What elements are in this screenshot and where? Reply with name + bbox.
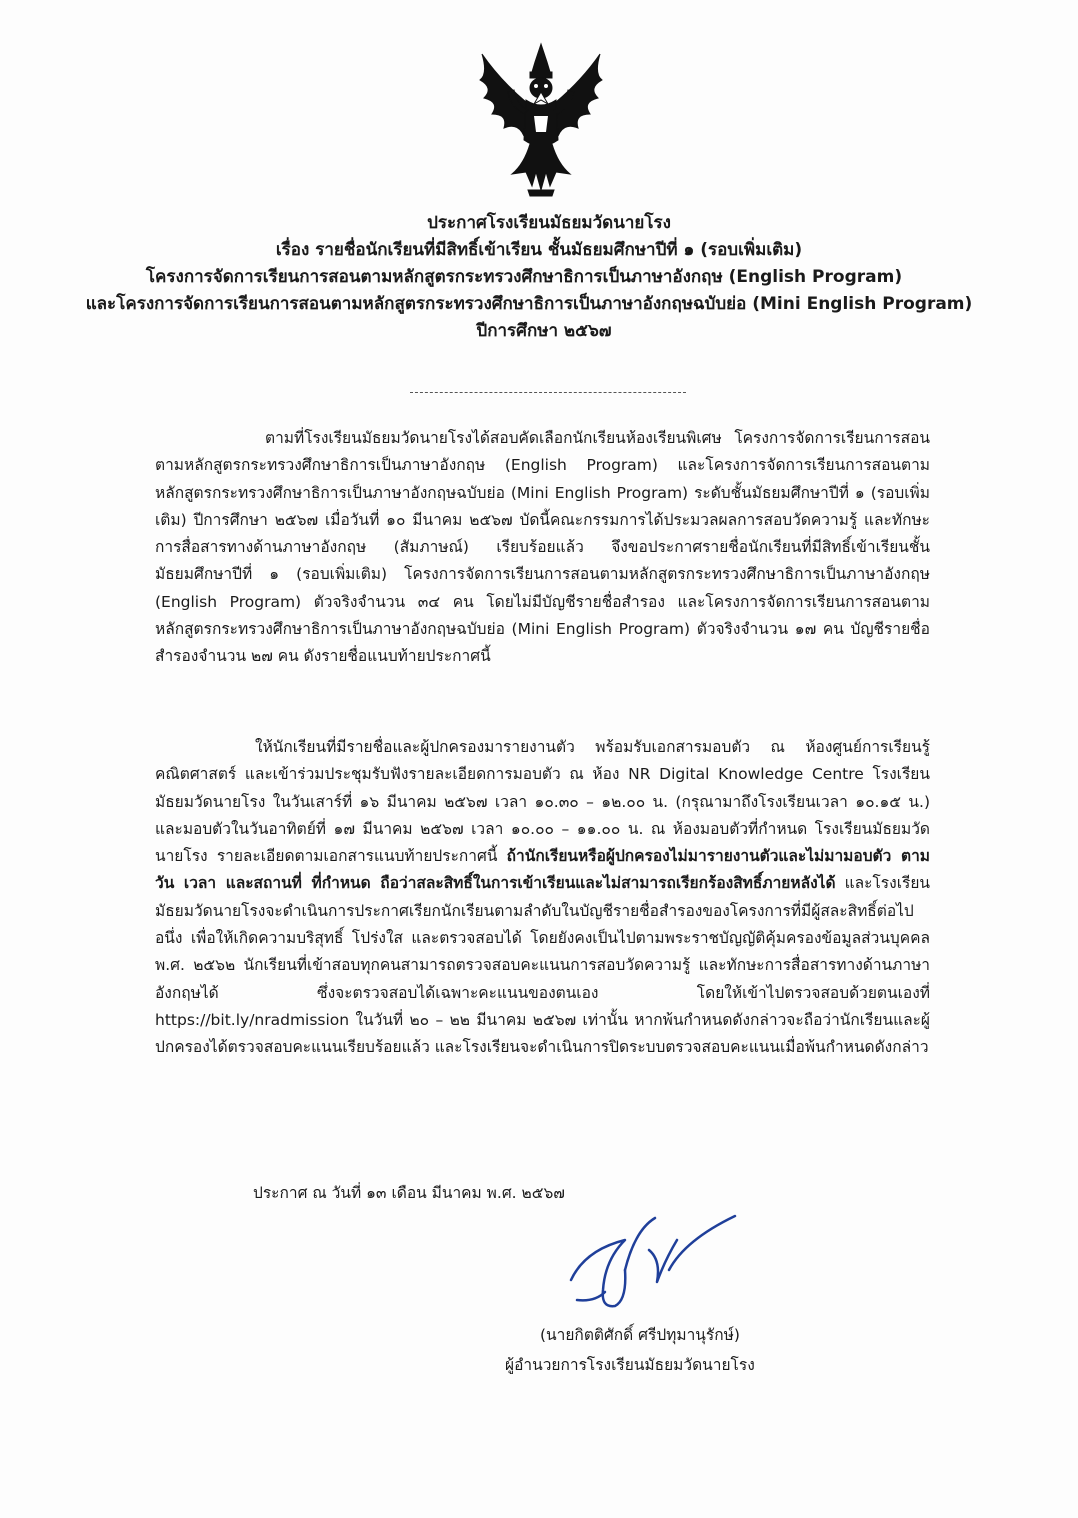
program-line-mep: และโครงการจัดการเรียนการสอนตามหลักสูตรกระทรวงศึกษาธิการเป็นภาษาอังกฤษฉบับย่อ (Mini English Program) bbox=[85, 294, 973, 314]
signature bbox=[565, 1210, 745, 1315]
title-line: ประกาศโรงเรียนมัธยมวัดนายโรง bbox=[427, 213, 671, 233]
announcement-date: ประกาศ ณ วันที่ ๑๓ เดือน มีนาคม พ.ศ. ๒๕๖๗ bbox=[253, 1184, 565, 1202]
subject-line: เรื่อง รายชื่อนักเรียนที่มีสิทธิ์เข้าเรียน ชั้นมัธยมศึกษาปีที่ ๑ (รอบเพิ่มเติม) bbox=[275, 240, 803, 260]
paragraph-2 bbox=[155, 734, 930, 1062]
announcement-title bbox=[80, 210, 998, 345]
program-line-ep: โครงการจัดการเรียนการสอนตามหลักสูตรกระทรวงศึกษาธิการเป็นภาษาอังกฤษ (English Program) bbox=[145, 267, 903, 287]
academic-year-line: ปีการศึกษา ๒๕๖๗ bbox=[476, 321, 612, 341]
paragraph-2-warning: ถ้านักเรียนหรือผู้ปกครองไม่มารายงานตัวและไม่มามอบตัว ตามวัน เวลา และสถานที่ ที่กำหนด ถือว่าสละสิทธิ์ในการเข้าเรียนและไม่สามารถเรียกร้องสิทธิ์ภายหลังได้ bbox=[155, 847, 930, 893]
signer-name: (นายกิตติศักดิ์ ศรีปทุมานุรักษ์) bbox=[540, 1326, 740, 1344]
paragraph-1-text: ตามที่โรงเรียนมัธยมวัดนายโรงได้สอบคัดเลือกนักเรียนห้องเรียนพิเศษ โครงการจัดการเรียนการสอนตามหลักสูตรกระทรวงศึกษาธิการเป็นภาษาอังกฤษ (English Program) และโครงการจัดการเรียนการสอนตามหลักสูตรกระทรวงศึกษาธิการเป็นภาษาอังกฤษฉบับย่อ (Mini English Program) ระดับชั้นมัธยมศึกษาปีที่ ๑ (รอบเพิ่มเติม) ปีการศึกษา ๒๕๖๗ เมื่อวันที่ ๑๐ มีนาคม ๒๕๖๗ บัดนี้คณะกรรมการได้ประมวลผลการสอบวัดความรู้ และทักษะการสื่อสารทางด้านภาษาอังกฤษ (สัมภาษณ์) เรียบร้อยแล้ว จึงขอประกาศรายชื่อนักเรียนที่มีสิทธิ์เข้าเรียนชั้นมัธยมศึกษาปีที่ ๑ (รอบเพิ่มเติม) โครงการจัดการเรียนการสอนตามหลักสูตรกระทรวงศึกษาธิการเป็นภาษาอังกฤษ (English Program) ตัวจริงจำนวน ๓๔ คน โดยไม่มีบัญชีรายชื่อสำรอง และโครงการจัดการเรียนการสอนตามหลักสูตรกระทรวงศึกษาธิการเป็นภาษาอังกฤษฉบับย่อ (Mini English Program) ตัวจริงจำนวน ๑๗ คน บัญชีรายชื่อสำรองจำนวน ๒๗ คน ดังรายชื่อแนบท้ายประกาศนี้ bbox=[155, 429, 930, 666]
paragraph-1 bbox=[155, 425, 930, 671]
title-divider bbox=[410, 392, 686, 393]
signer-title: ผู้อำนวยการโรงเรียนมัธยมวัดนายโรง bbox=[505, 1356, 755, 1374]
paragraph-2-text-c: และโรงเรียนมัธยมวัดนายโรงจะดำเนินการประกาศเรียกนักเรียนตามลำดับในบัญชีรายชื่อสำรองของโครงการที่มีผู้สละสิทธิ์ต่อไป อนึ่ง เพื่อให้เกิดความบริสุทธิ์ โปร่งใส และตรวจสอบได้ โดยยังคงเป็นไปตามพระราชบัญญัติคุ้มครองข้อมูลส่วนบุคคล พ.ศ. ๒๕๖๒ นักเรียนที่เข้าสอบทุกคนสามารถตรวจสอบคะแนนการสอบวัดความรู้ และทักษะการสื่อสารทางด้านภาษาอังกฤษได้ ซึ่งจะตรวจสอบได้เฉพาะคะแนนของตนเอง โดยให้เข้าไปตรวจสอบด้วยตนเองที่ https://bit.ly/nradmission ในวันที่ ๒๐ – ๒๒ มีนาคม ๒๕๖๗ เท่านั้น หากพ้นกำหนดดังกล่าวจะถือว่านักเรียนและผู้ปกครองได้ตรวจสอบคะแนนเรียบร้อยแล้ว และโรงเรียนจะดำเนินการปิดระบบตรวจสอบคะแนนเมื่อพ้นกำหนดดังกล่าว bbox=[155, 874, 930, 1057]
garuda-emblem bbox=[474, 40, 608, 200]
paragraph-2-text-a: ให้นักเรียนที่มีรายชื่อและผู้ปกครองมารายงานตัว พร้อมรับเอกสารมอบตัว ณ ห้องศูนย์การเรียนรู้คณิตศาสตร์ และเข้าร่วมประชุมรับฟังรายละเอียดการมอบตัว ณ ห้อง NR Digital Knowledge Centre โรงเรียนมัธยมวัดนายโรง ในวันเสาร์ที่ ๑๖ มีนาคม ๒๕๖๗ เวลา ๑๐.๓๐ – ๑๒.๐๐ น. (กรุณามาถึงโรงเรียนเวลา ๑๐.๑๕ น.) และมอบตัวในวันอาทิตย์ที่ ๑๗ มีนาคม ๒๕๖๗ เวลา ๑๐.๐๐ – ๑๑.๐๐ น. ณ ห้องมอบตัวที่กำหนด โรงเรียนมัธยมวัดนายโรง รายละเอียดตามเอกสารแนบท้ายประกาศนี้ bbox=[155, 738, 930, 866]
